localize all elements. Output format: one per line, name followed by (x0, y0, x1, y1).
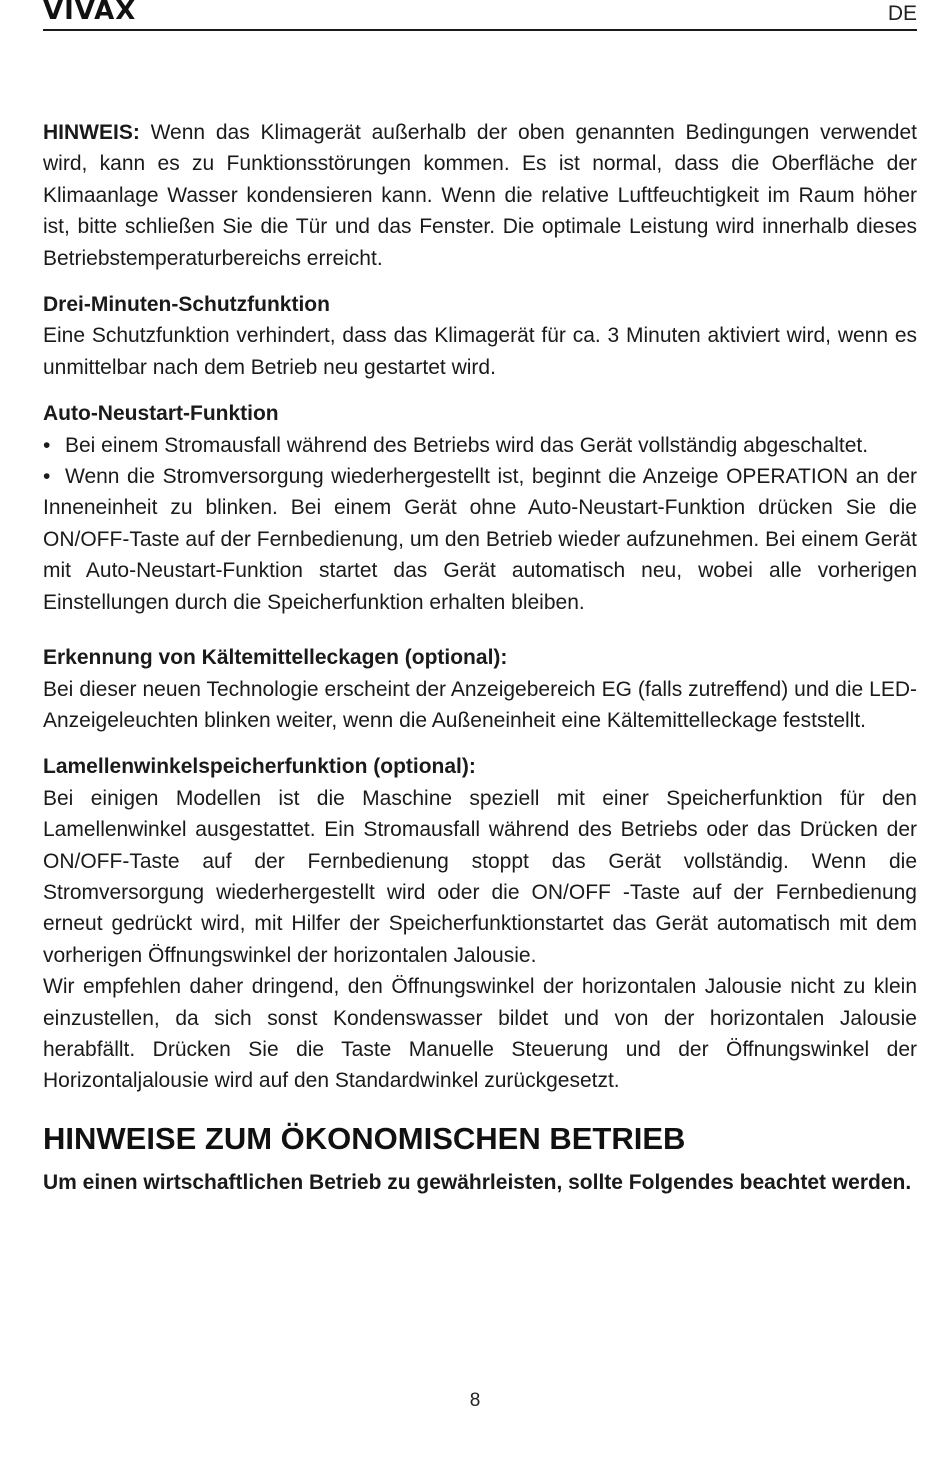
document-body (43, 117, 917, 1198)
note-paragraph (43, 117, 917, 274)
bullet-icon: • (43, 433, 51, 457)
economic-heading: HINWEISE ZUM ÖKONOMISCHEN BETRIEB (43, 1120, 686, 1156)
auto-restart-bullet-1: • Bei einem Stromausfall während des Betriebs wird das Gerät vollständig abgeschaltet. (43, 430, 917, 461)
language-code: DE (887, 2, 917, 25)
louver-text-2: Wir empfehlen daher dringend, den Öffnungswinkel der horizontalen Jalousie nicht zu klein einzustellen, da sich sonst Kondenswasser bildet und von der horizontalen Jalousie herabfällt. Drücken Sie die Taste Manuelle Steuerung und der Öffnungswinkel der Horizontaljalousie wird auf den Standardwinkel zurückgesetzt. (43, 975, 917, 1093)
three-minute-text: Eine Schutzfunktion verhindert, dass das Klimagerät für ca. 3 Minuten aktiviert wird, wenn es unmittelbar nach dem Betrieb neu gestartet wird. (43, 324, 917, 379)
page-header (43, 0, 917, 31)
page-number: 8 (469, 1390, 481, 1411)
louver-text-1: Bei einigen Modellen ist die Maschine speziell mit einer Speicherfunktion für den Lamellenwinkel ausgestattet. Ein Stromausfall während des Betriebs oder das Drücken der ON/OFF-Taste auf der Fernbedienung stoppt das Gerät vollständig. Wenn die Stromversorgung wiederhergestellt wird oder die ON/OFF -Taste auf der Fernbedienung erneut gedrückt wird, mit Hilfer der Speicherfunktionstartet das Gerät automatisch mit dem vorherigen Öffnungswinkel der horizontalen Jalousie. (43, 786, 917, 967)
louver-title: Lamellenwinkelspeicherfunktion (optional): (43, 755, 476, 779)
auto-restart-bullet-2: • Wenn die Stromversorgung wiederhergestellt ist, beginnt die Anzeige OPERATION an der Inneneinheit zu blinken. Bei einem Gerät ohne Auto-Neustart-Funktion drücken Sie die ON/OFF-Taste auf der Fernbedienung, um den Betrieb wieder aufzunehmen. Bei einem Gerät mit Auto-Neustart-Funktion startet das Gerät automatisch neu, wobei alle vorherigen Einstellungen durch die Speicherfunktion erhalten bleiben. (43, 461, 917, 618)
economic-lead: Um einen wirtschaftlichen Betrieb zu gewährleisten, sollte Folgendes beachtet werden. (43, 1170, 912, 1194)
refrigerant-text: Bei dieser neuen Technologie erscheint der Anzeigebereich EG (falls zutreffend) und die LED-Anzeigeleuchten blinken weiter, wenn die Außeneinheit eine Kältemittelleckage feststellt. (43, 677, 917, 732)
bullet-icon: • (43, 465, 51, 489)
three-minute-title: Drei-Minuten-Schutzfunktion (43, 293, 330, 317)
note-label: HINWEIS: (43, 121, 140, 144)
auto-restart-title: Auto-Neustart-Funktion (43, 402, 279, 426)
brand-logo: VIVAX (43, 0, 137, 26)
note-text: Wenn das Klimagerät außerhalb der oben genannten Bedingungen verwendet wird, kann es zu Funktionsstörungen kommen. Es ist normal, dass die Oberfläche der Klimaanlage Wasser kondensieren kann. Wenn die relative Luftfeuchtigkeit im Raum höher ist, bitte schließen Sie die Tür und das Fenster. Die optimale Leistung wird innerhalb dieses Betriebstemperaturbereichs erreicht. (43, 121, 917, 270)
refrigerant-title: Erkennung von Kältemittelleckagen (optional): (43, 646, 508, 670)
